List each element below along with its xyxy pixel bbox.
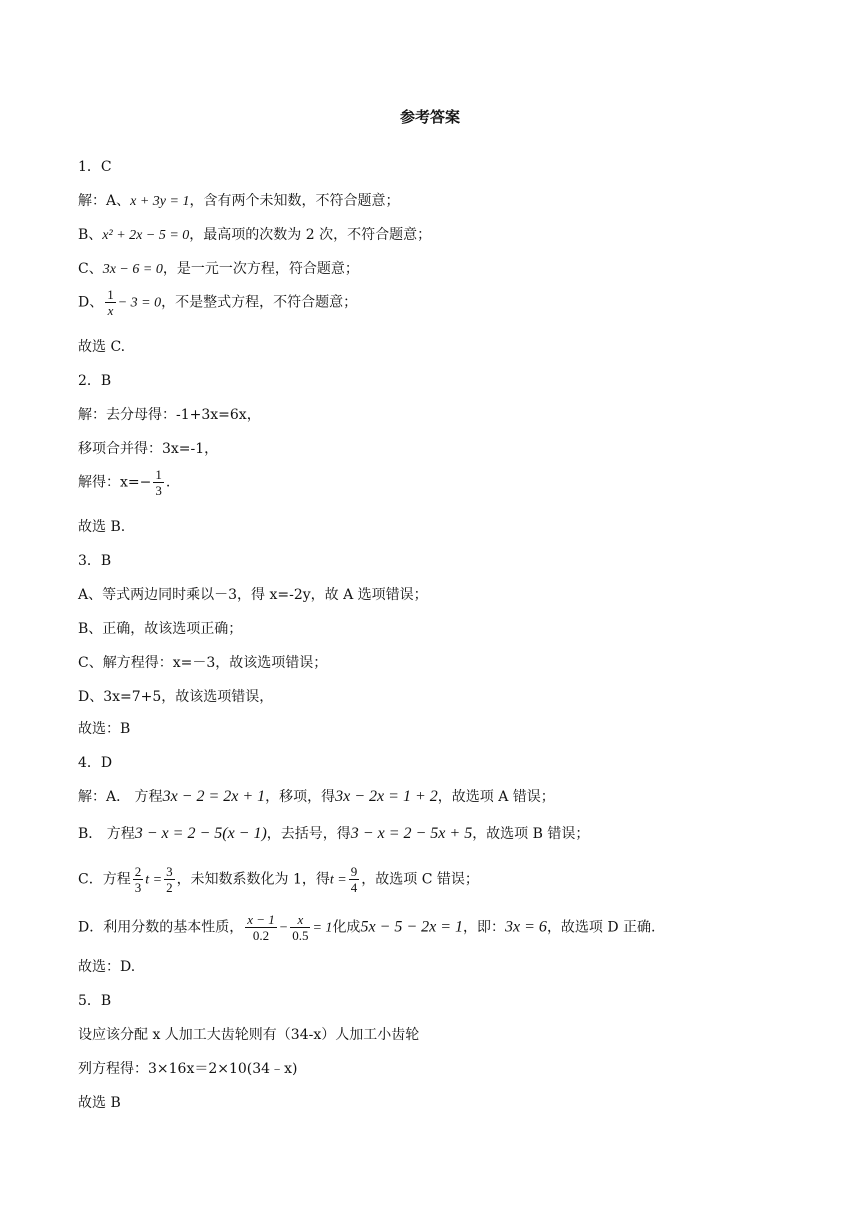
q5-head: 5．B bbox=[78, 993, 112, 1009]
q4-option-a: 解：A． 方程3x − 2 = 2x + 1，移项，得3x − 2x = 1 + 2，故选项 A 错误； bbox=[78, 788, 555, 805]
q1-conclusion: 故选 C. bbox=[78, 339, 126, 355]
q1-option-c: C、3x − 6 = 0，是一元一次方程，符合题意； bbox=[78, 261, 359, 277]
q2-line1: 解：去分母得：-1+3x=6x， bbox=[78, 407, 261, 423]
page-title: 参考答案 bbox=[399, 108, 460, 126]
q4-option-b: B． 方程3 − x = 2 − 5(x − 1)，去括号，得3 − x = 2 − 5x + 5，故选项 B 错误； bbox=[78, 825, 590, 842]
fraction: $\frac{2}{3}$ bbox=[134, 864, 142, 895]
q4-option-c: C．方程 $\frac{2}{3}$ t = $\frac{3}{2}$ ，未知数系数化为 1，得t = $\frac{9}{4}$ ，故选项 C 错误； bbox=[78, 864, 479, 895]
q5-line2: 列方程得：3×16x＝2×10(34﹣x) bbox=[78, 1061, 298, 1077]
q3-conclusion: 故选：B bbox=[78, 721, 131, 737]
fraction: $\frac{9}{4}$ bbox=[350, 864, 358, 895]
q4-option-d: D．利用分数的基本性质， $\frac{x - 1}{0.2}$ − $\frac{x}{0.5}$ = 1化成5x − 5 − 2x = 1，即：3x = 6，故选项 D 正确. bbox=[78, 912, 656, 943]
q4-head: 4．D bbox=[78, 755, 113, 771]
q2-line3: 解得：x=− $\frac{1}{3}$ . bbox=[78, 467, 171, 498]
q1-head: 1．C bbox=[78, 159, 112, 175]
fraction: $\frac{1}{x}$ bbox=[107, 287, 114, 318]
q3-option-a: A、等式两边同时乘以－3，得 x=-2y，故 A 选项错误； bbox=[78, 587, 428, 603]
q3-option-b: B、正确，故该选项正确； bbox=[78, 621, 243, 637]
q3-head: 3．B bbox=[78, 553, 112, 569]
q4-conclusion: 故选：D. bbox=[78, 959, 136, 975]
fraction: $\frac{x}{0.5}$ bbox=[292, 912, 309, 943]
q2-line2: 移项合并得：3x=-1， bbox=[78, 441, 219, 457]
q2-conclusion: 故选 B. bbox=[78, 519, 126, 535]
q1-option-b: B、x² + 2x − 5 = 0，最高项的次数为 2 次，不符合题意； bbox=[78, 227, 432, 243]
q3-option-d: D、3x=7+5，故该选项错误， bbox=[78, 689, 274, 705]
q1-option-a: 解：A、x + 3y = 1，含有两个未知数，不符合题意； bbox=[78, 193, 400, 209]
fraction: $\frac{1}{3}$ bbox=[155, 467, 162, 498]
fraction: $\frac{3}{2}$ bbox=[166, 864, 173, 895]
q5-line1: 设应该分配 x 人加工大齿轮则有（34-x）人加工小齿轮 bbox=[78, 1027, 420, 1043]
q2-head: 2．B bbox=[78, 373, 112, 389]
q3-option-c: C、解方程得：x=－3，故该选项错误； bbox=[78, 655, 328, 671]
q1-option-d: D、 $\frac{1}{x}$ − 3 = 0，不是整式方程，不符合题意； bbox=[78, 287, 358, 318]
q5-conclusion: 故选 B bbox=[78, 1095, 121, 1111]
fraction: $\frac{x - 1}{0.2}$ bbox=[247, 912, 275, 943]
